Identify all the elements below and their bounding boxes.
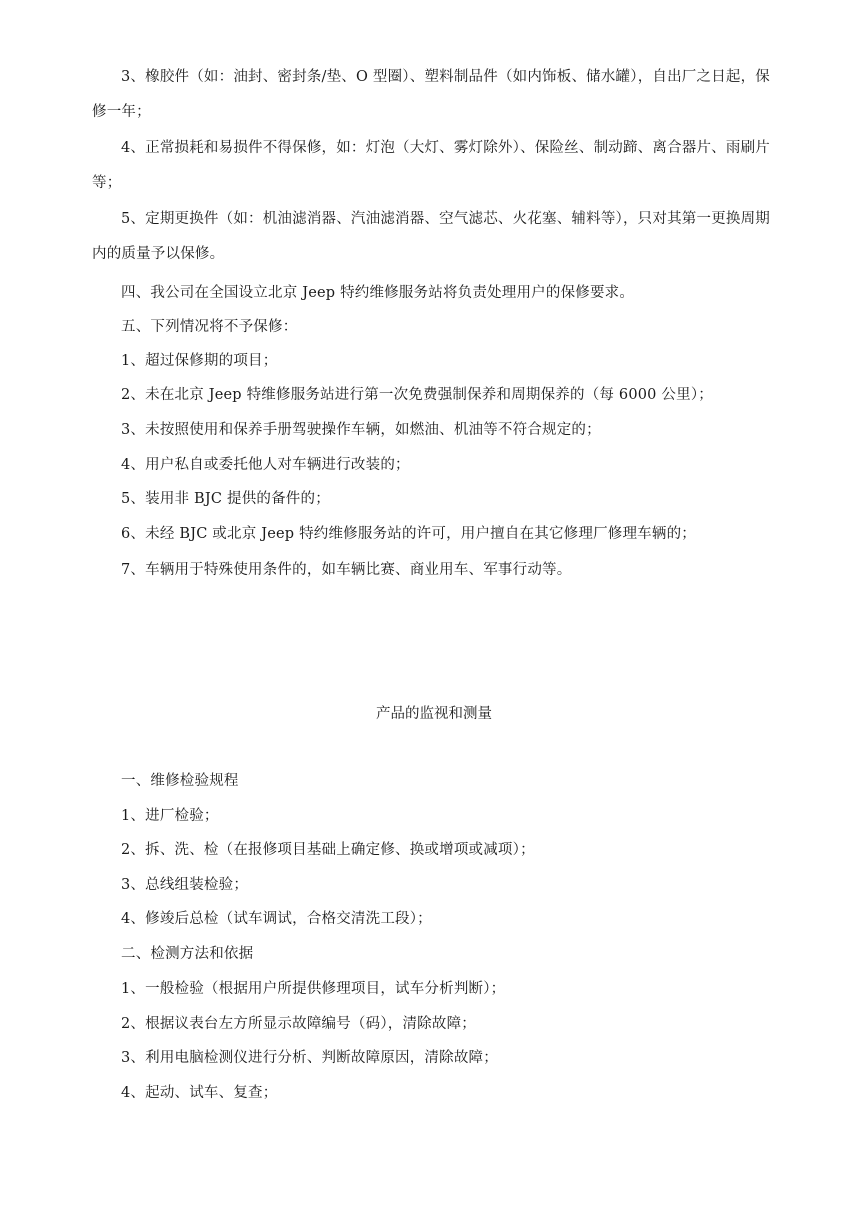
procedure-item: 1、进厂检验； xyxy=(121,808,219,824)
exclusion-item: 4、用户私自或委托他人对车辆进行改装的； xyxy=(121,457,410,473)
exclusion-item: 2、未在北京 Jeep 特维修服务站进行第一次免费强制保养和周期保养的（每 6000 公里）； xyxy=(121,387,713,403)
exclusion-item: 7、车辆用于特殊使用条件的，如车辆比赛、商业用车、军事行动等。 xyxy=(121,562,572,578)
procedure-item: 4、修竣后总检（试车调试，合格交清洗工段）； xyxy=(121,911,432,927)
method-item: 3、利用电脑检测仪进行分析、判断故障原因，清除故障； xyxy=(121,1050,498,1066)
section-title: 产品的监视和测量 xyxy=(376,706,492,722)
section-four: 四、我公司在全国设立北京 Jeep 特约维修服务站将负责处理用户的保修要求。 xyxy=(121,285,635,301)
method-item: 4、起动、试车、复查； xyxy=(121,1085,278,1101)
section-two-heading: 二、检测方法和依据 xyxy=(121,946,254,962)
exclusion-item: 3、未按照使用和保养手册驾驶操作车辆，如燃油、机油等不符合规定的； xyxy=(121,422,601,438)
exclusion-item: 5、装用非 BJC 提供的备件的； xyxy=(121,491,330,507)
exclusion-item: 6、未经 BJC 或北京 Jeep 特约维修服务站的许可，用户擅自在其它修理厂修理车辆的； xyxy=(121,526,696,542)
warranty-item-5: 5、定期更换件（如：机油滤消器、汽油滤消器、空气滤芯、火花塞、辅料等），只对其第一更换周期内的质量予以保修。 xyxy=(92,211,770,262)
warranty-item-4: 4、正常损耗和易损件不得保修，如：灯泡（大灯、雾灯除外）、保险丝、制动蹄、离合器片、雨刷片等； xyxy=(92,140,770,191)
section-one-heading: 一、维修检验规程 xyxy=(121,773,239,789)
method-item: 1、一般检验（根据用户所提供修理项目，试车分析判断）； xyxy=(121,981,506,997)
section-five-heading: 五、下列情况将不予保修： xyxy=(121,319,298,335)
warranty-item-3: 3、橡胶件（如：油封、密封条/垫、O 型圈）、塑料制品件（如内饰板、储水罐），自出厂之日起，保修一年； xyxy=(92,69,771,120)
procedure-item: 2、拆、洗、检（在报修项目基础上确定修、换或增项或减项）； xyxy=(121,842,535,858)
procedure-item: 3、总线组装检验； xyxy=(121,877,249,893)
exclusion-item: 1、超过保修期的项目； xyxy=(121,353,278,369)
method-item: 2、根据议表台左方所显示故障编号（码），清除故障； xyxy=(121,1016,476,1032)
